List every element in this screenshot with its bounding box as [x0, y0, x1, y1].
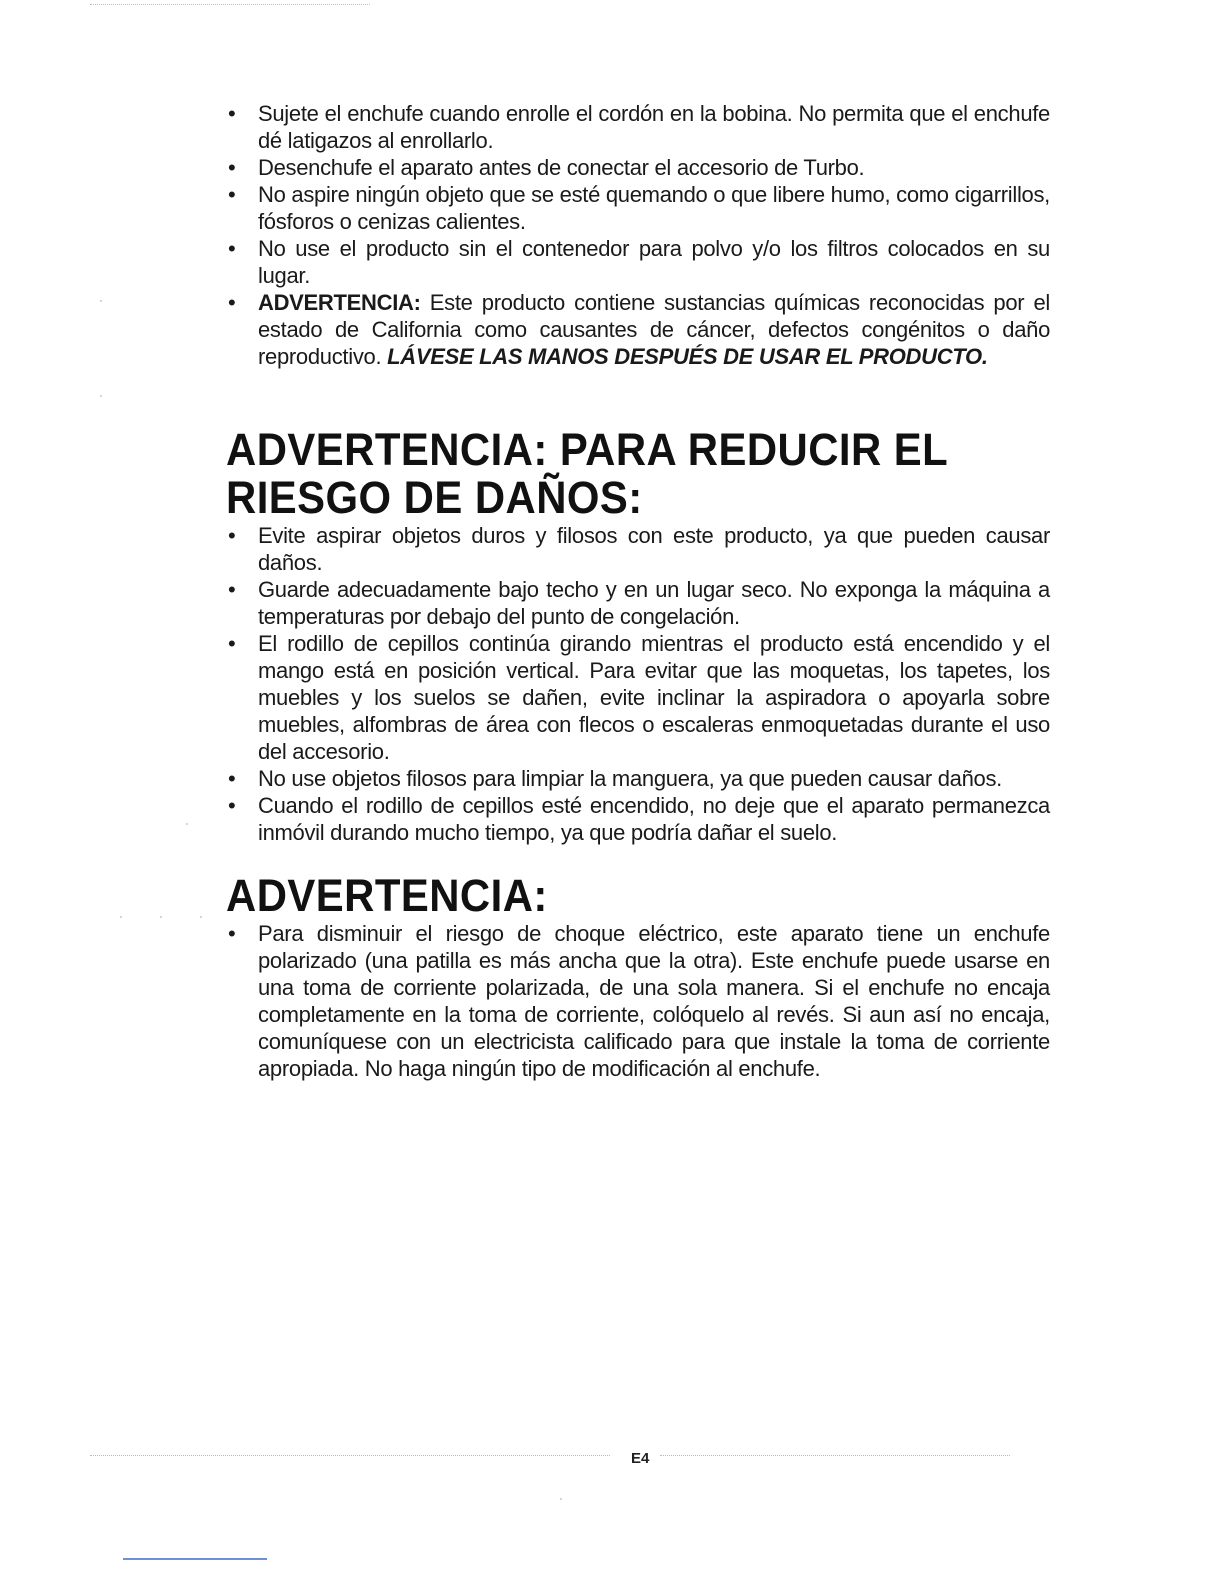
bullet-icon: • — [228, 577, 236, 602]
bullet-icon: • — [228, 155, 236, 180]
scan-artifact-line — [90, 4, 370, 5]
bullet-icon: • — [228, 101, 236, 126]
list-item-text: No use objetos filosos para limpiar la manguera, ya que pueden causar daños. — [258, 766, 1002, 791]
warning-label: ADVERTENCIA: — [258, 290, 421, 315]
list-item-text: El rodillo de cepillos continúa girando mientras el producto está encendido y el mango está en posición vertical. Para evitar que las moquetas, los tapetes, los muebles y los suelos se dañen, evite inclinar la aspiradora o apoyarla sobre muebles, alfombras de área con flecos o escaleras enmoquetadas durante el uso del accesorio. — [258, 631, 1050, 764]
list-item — [226, 181, 1050, 235]
list-item-text: Evite aspirar objetos duros y filosos con este producto, ya que pueden causar daños. — [258, 523, 1050, 575]
bullet-icon: • — [228, 631, 236, 656]
bullet-icon: • — [228, 921, 236, 946]
california-warning-item — [226, 289, 1050, 370]
heading-warning: ADVERTENCIA: — [226, 870, 548, 921]
list-item-text: Cuando el rodillo de cepillos esté encendido, no deje que el aparato permanezca inmóvil durando mucho tiempo, ya que podría dañar el suelo. — [258, 793, 1050, 845]
bullet-icon: • — [228, 523, 236, 548]
content-column — [226, 100, 1050, 1082]
bullet-icon: • — [228, 182, 236, 207]
scan-speck — [560, 1498, 562, 1500]
footer-rule-right — [660, 1455, 1010, 1457]
list-item — [226, 154, 1050, 181]
list-item-text: Para disminuir el riesgo de choque eléctrico, este aparato tiene un enchufe polarizado (una patilla es más ancha que la otra). Este enchufe puede usarse en una toma de corriente polarizada, de una sola manera. Si el enchufe no encaja completamente en la toma de corriente, colóquelo al revés. Si aun así no encaja, comuníquese con un electricista calificado para que instale la toma de corriente apropiada. No haga ningún tipo de modificación al enchufe. — [258, 921, 1050, 1081]
footer-rule-left — [90, 1455, 610, 1457]
list-item — [226, 576, 1050, 630]
list-item-text: Guarde adecuadamente bajo techo y en un lugar seco. No exponga la máquina a temperaturas por debajo del punto de congelación. — [258, 577, 1050, 629]
list-item — [226, 920, 1050, 1082]
list-item — [226, 235, 1050, 289]
scan-speck — [120, 916, 122, 918]
page-number: E4 — [631, 1450, 650, 1467]
scan-speck — [200, 916, 202, 918]
list-item — [226, 765, 1050, 792]
heading-reduce-damage-risk: ADVERTENCIA: PARA REDUCIR EL RIESGO DE DAÑOS: — [226, 424, 948, 523]
list-item-text: Desenchufe el aparato antes de conectar el accesorio de Turbo. — [258, 155, 865, 180]
list-item — [226, 792, 1050, 846]
scan-speck — [100, 395, 102, 397]
warning-text: Este producto contiene sustancias químicas reconocidas por el estado de California como causantes de cáncer, defectos congénitos o daño reproductivo. — [258, 290, 1050, 369]
safety-list-top — [226, 100, 1050, 370]
scan-speck — [100, 300, 102, 302]
list-item — [226, 100, 1050, 154]
bullet-icon: • — [228, 793, 236, 818]
scan-edge-line — [123, 1558, 267, 1560]
bullet-icon: • — [228, 290, 236, 315]
scan-speck — [186, 823, 188, 825]
wash-hands-emphasis: LÁVESE LAS MANOS DESPUÉS DE USAR EL PRODUCTO. — [387, 344, 988, 369]
list-item — [226, 630, 1050, 765]
damage-list — [226, 522, 1050, 846]
list-item — [226, 522, 1050, 576]
scan-speck — [160, 916, 162, 918]
bullet-icon: • — [228, 236, 236, 261]
list-item-text: No use el producto sin el contenedor para polvo y/o los filtros colocados en su lugar. — [258, 236, 1050, 288]
list-item-text: Sujete el enchufe cuando enrolle el cordón en la bobina. No permita que el enchufe dé latigazos al enrollarlo. — [258, 101, 1050, 153]
list-item-text: No aspire ningún objeto que se esté quemando o que libere humo, como cigarrillos, fósforos o cenizas calientes. — [258, 182, 1050, 234]
electric-warning-list — [226, 920, 1050, 1082]
bullet-icon: • — [228, 766, 236, 791]
